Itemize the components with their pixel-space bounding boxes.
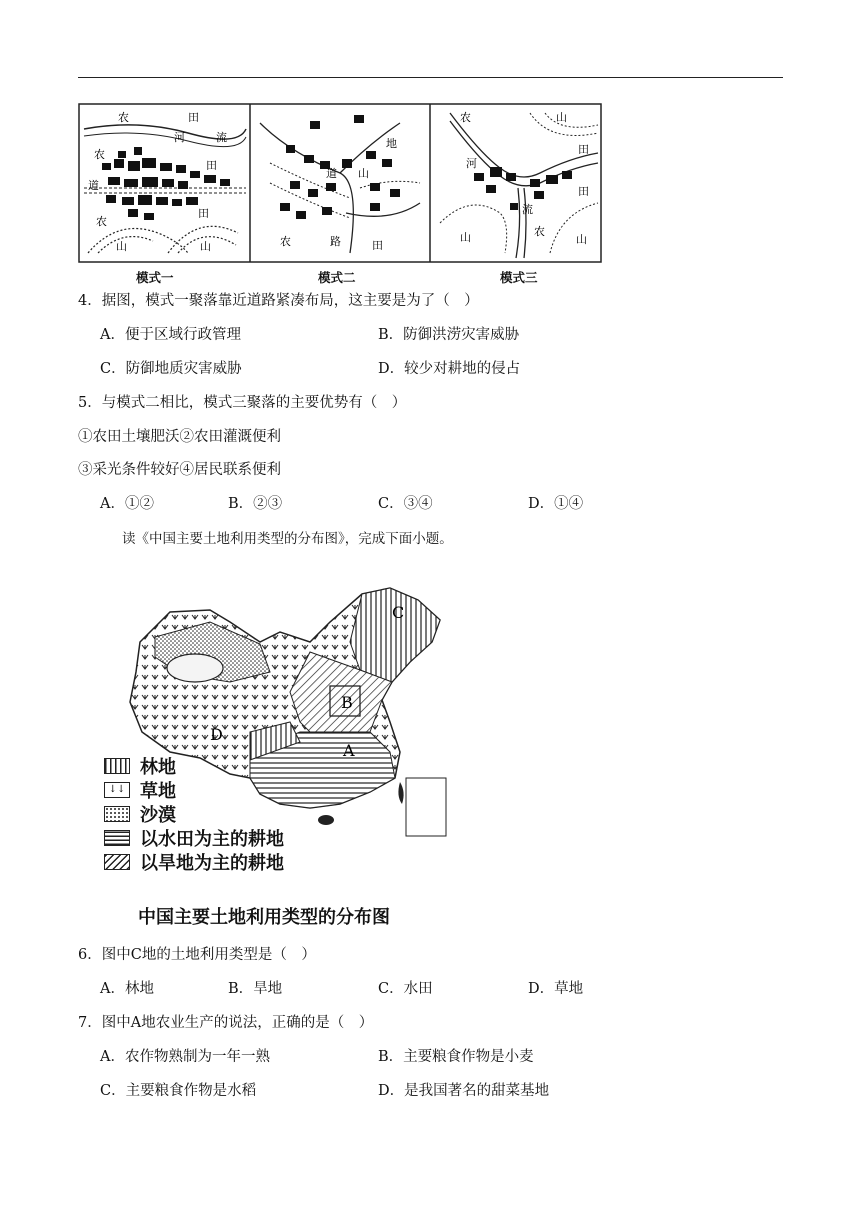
svg-text:农: 农 [94, 148, 105, 161]
q6-option-d[interactable]: D．草地 [528, 981, 584, 997]
mode3-caption: 模式三 [500, 270, 538, 285]
svg-text:农: 农 [118, 111, 129, 124]
q6-option-c[interactable]: C．水田 [378, 981, 433, 997]
map-label-c: C [392, 603, 405, 622]
q4-option-b[interactable]: B．防御洪涝灾害威胁 [378, 327, 520, 343]
q6-option-a[interactable]: A．林地 [100, 981, 154, 997]
q7-option-b[interactable]: B．主要粮食作物是小麦 [378, 1049, 534, 1065]
map-label-b: B [341, 693, 353, 712]
q7-option-d[interactable]: D．是我国著名的甜菜基地 [378, 1083, 550, 1099]
q4-stem: 4．据图，模式一聚落靠近道路紧凑布局，这主要是为了（ ） [78, 293, 479, 309]
legend-label-desert: 沙漠 [140, 805, 176, 826]
svg-text:河: 河 [466, 157, 477, 170]
svg-text:农: 农 [96, 215, 107, 228]
q5-option-c[interactable]: C．③④ [378, 496, 433, 512]
svg-text:山: 山 [460, 231, 471, 244]
svg-text:路: 路 [330, 235, 341, 248]
svg-text:山: 山 [556, 111, 567, 124]
legend-label-dryland: 以旱地为主的耕地 [140, 853, 284, 874]
svg-text:田: 田 [206, 159, 217, 172]
map-label-a: A [343, 741, 355, 760]
svg-text:山: 山 [576, 233, 587, 246]
svg-text:农: 农 [460, 111, 471, 124]
desert-swatch-icon [104, 806, 130, 822]
svg-text:地: 地 [386, 137, 397, 150]
legend-label-paddy: 以水田为主的耕地 [140, 829, 284, 850]
svg-text:山: 山 [200, 240, 211, 253]
svg-text:田: 田 [578, 143, 589, 156]
q4-option-d[interactable]: D．较少对耕地的侵占 [378, 361, 521, 377]
grass-swatch-icon: ↓↓ [104, 782, 130, 798]
svg-text:流: 流 [216, 131, 227, 144]
map-title: 中国主要土地利用类型的分布图 [138, 907, 390, 928]
mode1-caption: 模式一 [136, 270, 174, 285]
q5-stem: 5．与模式二相比，模式三聚落的主要优势有（ ） [78, 395, 407, 411]
q5-statement-line-2: ③采光条件较好④居民联系便利 [78, 462, 281, 478]
q5-option-b[interactable]: B．②③ [228, 496, 283, 512]
q7-stem: 7．图中A地农业生产的说法，正确的是（ ） [78, 1015, 374, 1031]
svg-text:农: 农 [534, 225, 545, 238]
svg-text:山: 山 [116, 240, 127, 253]
map-intro: 读《中国主要土地利用类型的分布图》，完成下面小题。 [122, 531, 453, 547]
svg-text:田: 田 [198, 207, 209, 220]
q6-option-b[interactable]: B．旱地 [228, 981, 283, 997]
q7-option-c[interactable]: C．主要粮食作物是水稻 [100, 1083, 257, 1099]
paddy-swatch-icon [104, 830, 130, 846]
q4-option-a[interactable]: A．便于区域行政管理 [100, 327, 241, 343]
svg-text:道: 道 [326, 167, 337, 180]
q5-option-a[interactable]: A．①② [100, 496, 154, 512]
legend-label-grass: 草地 [140, 781, 176, 802]
legend-label-forest: 林地 [140, 757, 176, 778]
q7-option-a[interactable]: A．农作物熟制为一年一熟 [100, 1049, 270, 1065]
svg-text:田: 田 [188, 111, 199, 124]
q6-stem: 6．图中C地的土地利用类型是（ ） [78, 947, 316, 963]
q5-statement-line-1: ①农田土壤肥沃②农田灌溉便利 [78, 429, 281, 445]
map-label-d: D [210, 725, 223, 744]
forest-swatch-icon [104, 758, 130, 774]
svg-text:农: 农 [280, 235, 291, 248]
svg-text:田: 田 [372, 239, 383, 252]
svg-text:田: 田 [578, 185, 589, 198]
settlement-modes-figure [78, 103, 602, 263]
mode2-caption: 模式二 [318, 270, 356, 285]
header-rule [78, 77, 783, 78]
svg-text:山: 山 [358, 167, 369, 180]
dryland-swatch-icon [104, 854, 130, 870]
q4-option-c[interactable]: C．防御地质灾害威胁 [100, 361, 242, 377]
svg-text:流: 流 [522, 203, 533, 216]
svg-text:河: 河 [174, 131, 185, 144]
svg-text:道: 道 [88, 179, 99, 192]
q5-option-d[interactable]: D．①④ [528, 496, 584, 512]
